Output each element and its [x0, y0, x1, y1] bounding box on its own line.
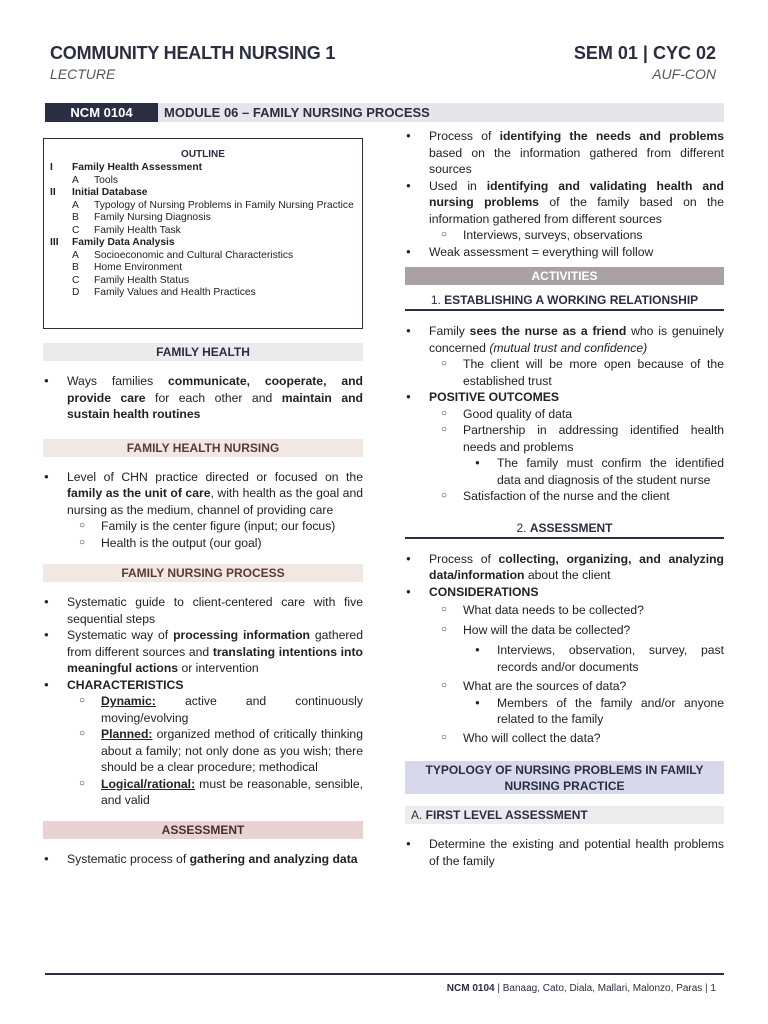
list-subitem: ○ Planned: organized method of critically thinking about a family; not only done as you wish; there should be a clear procedure; methodical: [43, 726, 363, 776]
list-subitem: ○ Family is the center figure (input; our focus): [43, 518, 363, 535]
list-subitem: ○ Interviews, surveys, observations: [405, 227, 724, 244]
list-subitem: ○ Dynamic: active and continuously moving/evolving: [43, 693, 363, 726]
list-item: ● CONSIDERATIONS: [405, 584, 724, 601]
outline-item: B Family Nursing Diagnosis: [72, 212, 211, 223]
outline-item: II Initial Database: [50, 187, 148, 198]
module-bar: [45, 103, 724, 122]
list-subitem: ○ Satisfaction of the nurse and the client: [405, 488, 724, 505]
list-item: ● Weak assessment = everything will follow: [405, 244, 724, 261]
footer-divider: [45, 973, 724, 975]
outline-title: OUTLINE: [181, 149, 225, 160]
course-title: COMMUNITY HEALTH NURSING 1: [50, 43, 336, 63]
course-subtitle: LECTURE: [50, 66, 116, 82]
section-heading-family-health: FAMILY HEALTH: [43, 343, 363, 361]
module-name: MODULE 06 – FAMILY NURSING PROCESS: [164, 105, 430, 120]
subheading-assessment: 2. ASSESSMENT: [405, 519, 724, 537]
module-code: NCM 0104: [45, 103, 158, 122]
subheading-working-relationship: 1. ESTABLISHING A WORKING RELATIONSHIP: [405, 291, 724, 309]
list-item: ● Process of identifying the needs and problems based on the information gathered from different sources: [405, 128, 724, 178]
list-item: ● Level of CHN practice directed or focused on the family as the unit of care, with health as the goal and nursing as the medium, channel of providing care: [43, 469, 363, 519]
list-subitem: ○ What data needs to be collected?: [405, 602, 724, 619]
list-item: ● Systematic way of processing information gathered from different sources and translating intentions into meaningful actions or intervention: [43, 627, 363, 677]
section-heading-activities: ACTIVITIES: [405, 267, 724, 285]
outline-item: C Family Health Status: [72, 274, 189, 286]
list-subitem: ○ Good quality of data: [405, 406, 724, 423]
list-item: ● Used in identifying and validating health and nursing problems of the family based on the information gathered from different sources: [405, 178, 724, 228]
semester-label: SEM 01 | CYC 02: [573, 43, 716, 63]
list-subitem: ○ Health is the output (our goal): [43, 535, 363, 552]
list-item: ● Family sees the nurse as a friend who is genuinely concerned (mutual trust and confidence): [405, 323, 724, 356]
list-subitem: ○ How will the data be collected?: [405, 622, 724, 639]
list-item: ● Process of collecting, organizing, and analyzing data/information about the client: [405, 551, 724, 584]
list-subsubitem: ● The family must confirm the identified data and diagnosis of the student nurse: [405, 455, 724, 488]
list-item: ● POSITIVE OUTCOMES: [405, 389, 724, 406]
list-item: ● Systematic guide to client-centered care with five sequential steps: [43, 594, 363, 627]
subheading-first-level-assessment: A. FIRST LEVEL ASSESSMENT: [405, 806, 724, 824]
list-item: ● Determine the existing and potential health problems of the family: [405, 836, 724, 869]
outline-item: I Family Health Assessment: [50, 162, 203, 173]
page-footer: NCM 0104 | Banaag, Cato, Diala, Mallari, Malonzo, Paras | 1: [446, 983, 716, 994]
section-heading-family-nursing-process: FAMILY NURSING PROCESS: [43, 564, 363, 582]
outline-item: A Tools: [72, 174, 119, 186]
list-item: ● Systematic process of gathering and analyzing data: [43, 851, 363, 868]
section-heading-typology: TYPOLOGY OF NURSING PROBLEMS IN FAMILY NURSING PRACTICE: [405, 761, 724, 794]
list-subsubitem: ● Members of the family and/or anyone related to the family: [405, 695, 724, 728]
outline-item: D Family Values and Health Practices: [72, 287, 256, 298]
list-subsubitem: ● Interviews, observation, survey, past records and/or documents: [405, 642, 724, 675]
list-subitem: ○ Logical/rational: must be reasonable, sensible, and valid: [43, 776, 363, 809]
list-subitem: ○ Partnership in addressing identified health needs and problems: [405, 422, 724, 455]
list-subitem: ○ Who will collect the data?: [405, 730, 724, 747]
outline-box: [43, 138, 363, 329]
outline-item: A Typology of Nursing Problems in Family Nursing Practice: [72, 199, 354, 211]
section-heading-assessment: ASSESSMENT: [43, 821, 363, 839]
outline-item: C Family Health Task: [72, 224, 181, 236]
outline-item: A Socioeconomic and Cultural Characteristics: [72, 249, 294, 261]
outline-item: B Home Environment: [72, 262, 183, 273]
list-item: ● Ways families communicate, cooperate, and provide care for each other and maintain and sustain health routines: [43, 373, 363, 423]
list-subitem: ○ What are the sources of data?: [405, 678, 724, 695]
school-label: AUF-CON: [652, 66, 716, 82]
list-subitem: ○ The client will be more open because of the established trust: [405, 356, 724, 389]
outline-item: III Family Data Analysis: [50, 237, 175, 248]
right-column: [405, 128, 724, 869]
left-column: [43, 343, 363, 867]
section-heading-family-health-nursing: FAMILY HEALTH NURSING: [43, 439, 363, 457]
list-item: ● CHARACTERISTICS: [43, 677, 363, 694]
